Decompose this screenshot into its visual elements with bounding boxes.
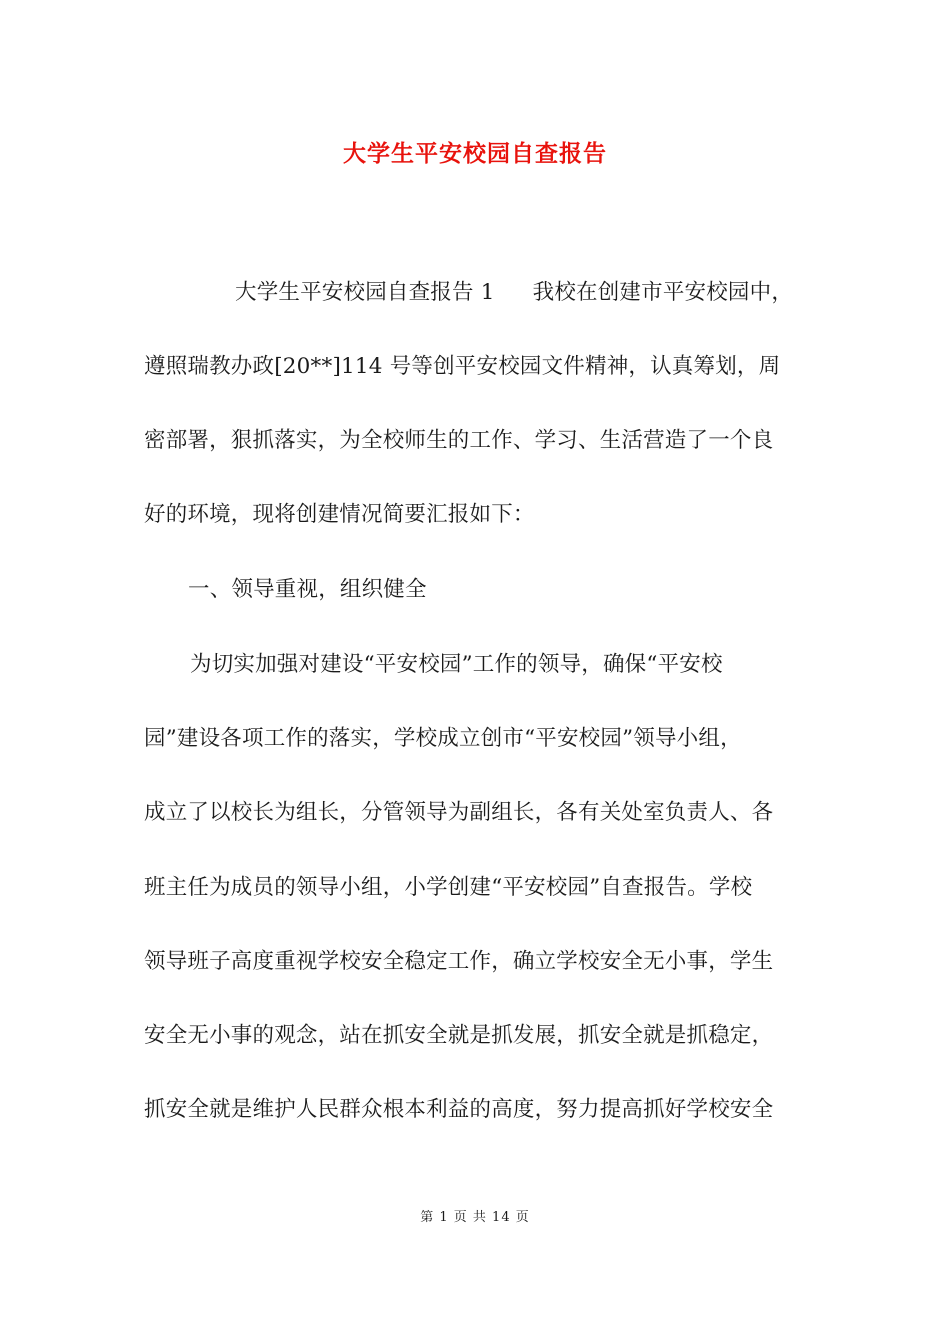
body-line-2: 遵照瑞教办政[20**]114 号等创平安校园文件精神，认真筹划，周	[144, 354, 781, 379]
body-line-6: 为切实加强对建设“平安校园”工作的领导，确保“平安校	[190, 652, 723, 677]
body-line-8: 成立了以校长为组长，分管领导为副组长，各有关处室负责人、各	[144, 800, 774, 825]
body-line-10: 领导班子高度重视学校安全稳定工作，确立学校安全无小事，学生	[144, 949, 774, 974]
document-title: 大学生平安校园自查报告	[343, 140, 607, 167]
body-line-4: 好的环境，现将创建情况简要汇报如下：	[144, 502, 535, 527]
body-line-1	[235, 278, 793, 308]
body-line-9: 班主任为成员的领导小组，小学创建“平安校园”自查报告。学校	[144, 875, 753, 900]
body-line-12: 抓安全就是维护人民群众根本利益的高度，努力提高抓好学校安全	[144, 1097, 774, 1122]
section-heading-inline: 大学生平安校园自查报告 1	[235, 280, 495, 305]
section-heading: 一、领导重视，组织健全	[188, 577, 427, 602]
body-text-inline: 我校在创建市平安校园中，	[532, 280, 794, 305]
body-line-7: 园”建设各项工作的落实，学校成立创市“平安校园”领导小组，	[144, 726, 742, 751]
body-line-3: 密部署，狠抓落实，为全校师生的工作、学习、生活营造了一个良	[144, 428, 774, 453]
page-footer: 第 1 页 共 14 页	[420, 1210, 530, 1225]
body-line-11: 安全无小事的观念，站在抓安全就是抓发展，抓安全就是抓稳定，	[144, 1023, 774, 1048]
